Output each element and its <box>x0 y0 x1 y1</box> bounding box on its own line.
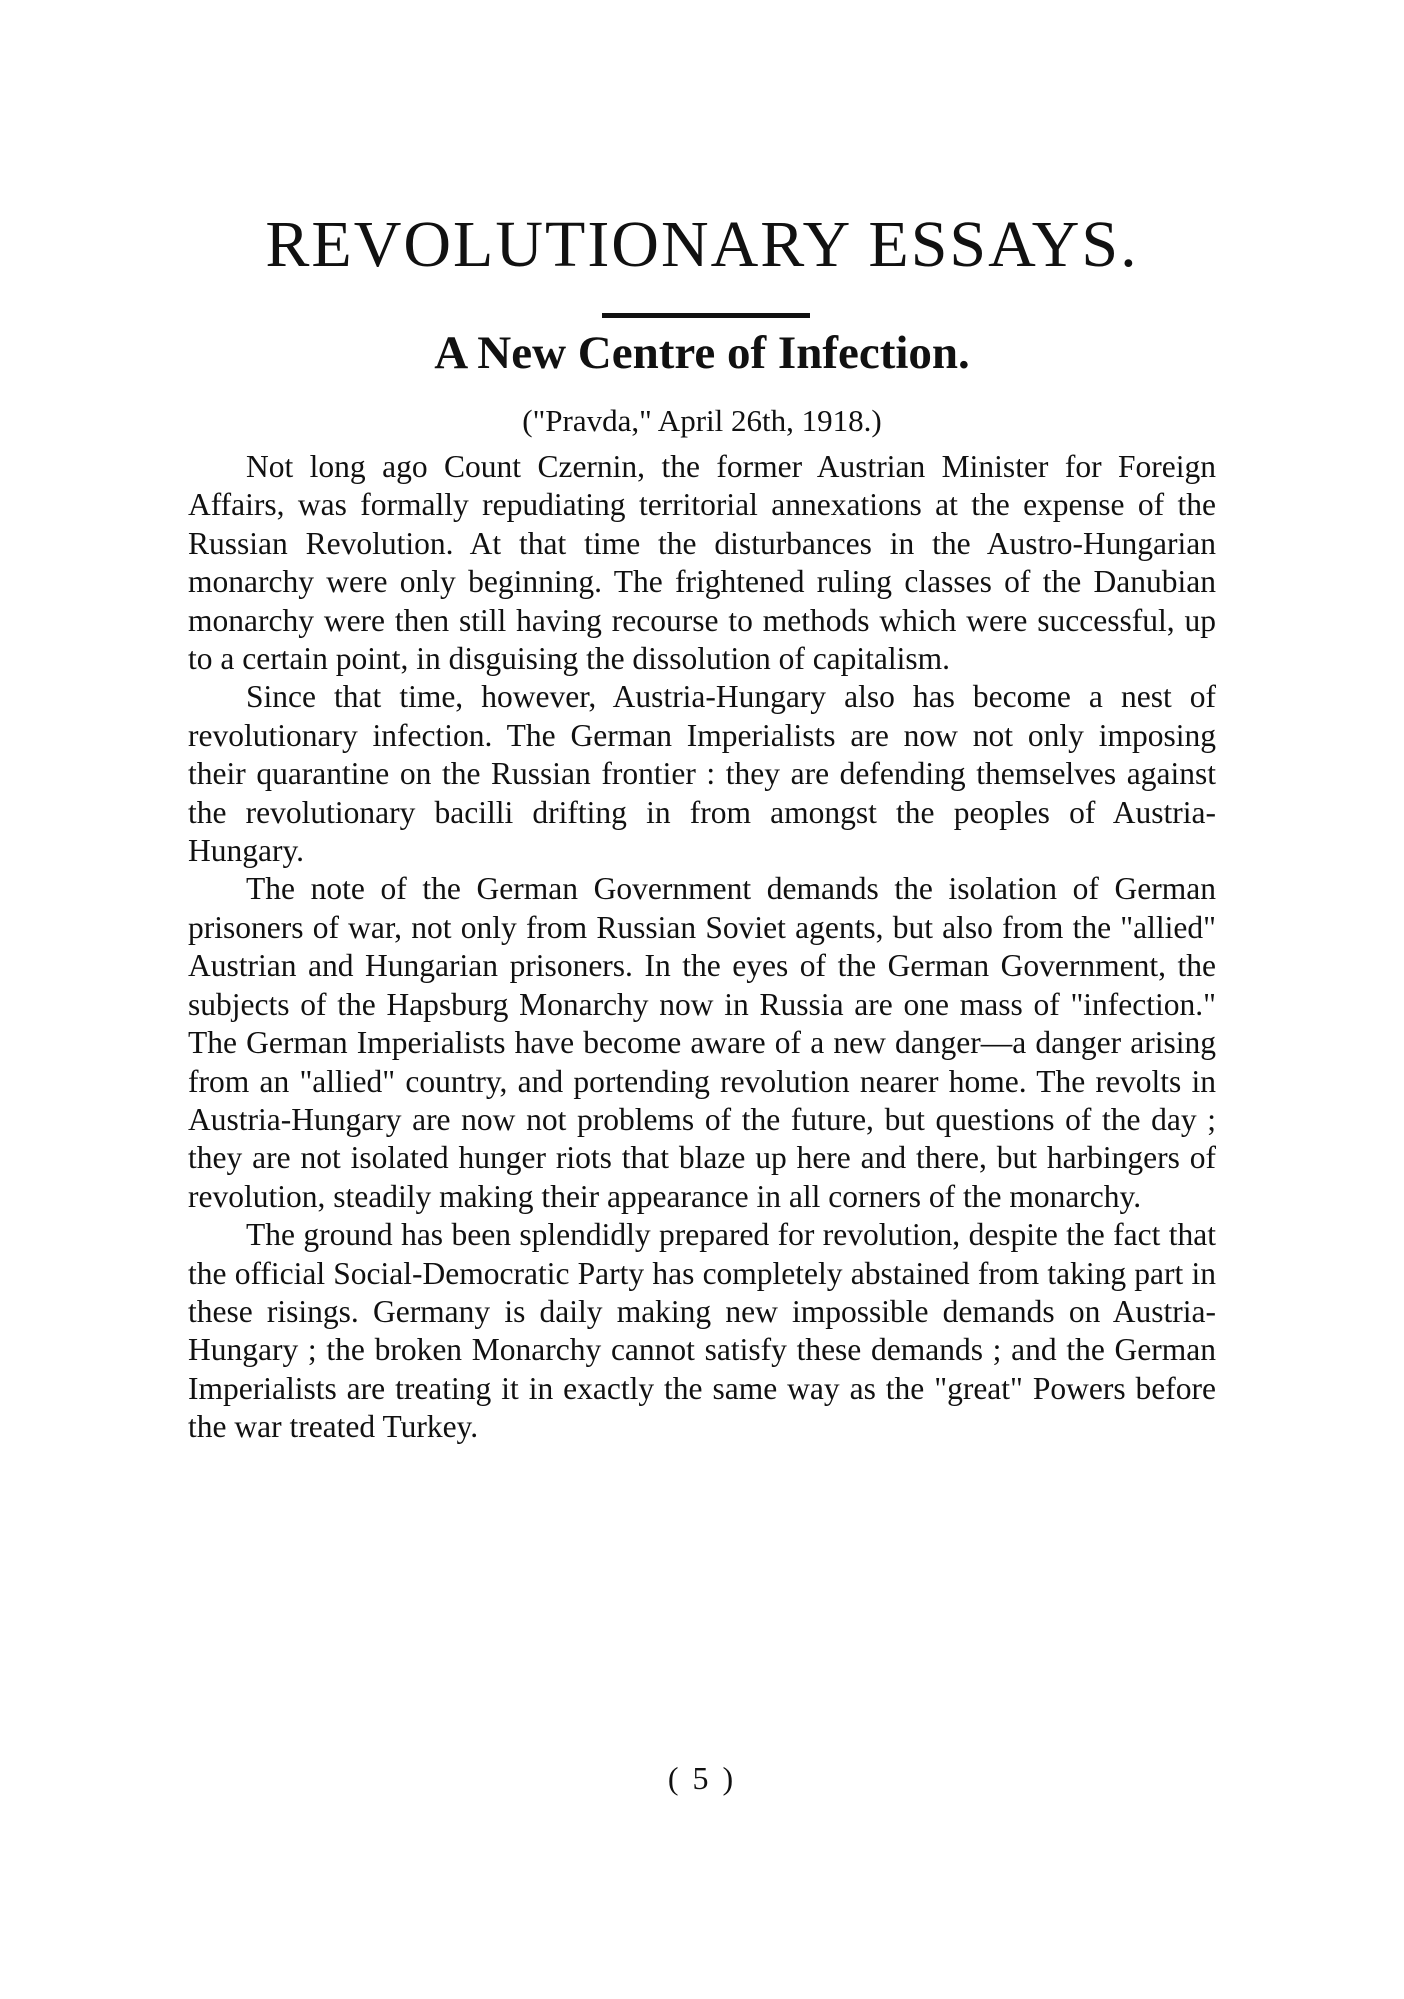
essay-title: A New Centre of Infection. <box>434 327 970 379</box>
paragraph: Not long ago Count Czernin, the former Austrian Minister for Foreign Affairs, was formally repudiating territorial annexations at the expense of the Russian Revolution. At that time the disturbances in the Austro-Hungarian monarchy were only beginning. The frightened ruling classes of the Danubian monarchy were then still having recourse to methods which were successful, up to a certain point, in disguising the dissolution of capitalism. <box>188 449 1216 677</box>
paragraph: The ground has been splendidly prepared for revolution, despite the fact that the official Social-Democratic Party has completely abstained from taking part in these risings. Germany is daily making new impossible demands on Austria-Hungary ; the broken Monarchy cannot satisfy these demands ; and the German Imperialists are treating it in exactly the same way as the "great" Powers before the war treated Turkey. <box>188 1217 1216 1445</box>
essay-source: ("Pravda," April 26th, 1918.) <box>522 403 882 438</box>
essay-body <box>188 448 1216 1447</box>
page-number: ( 5 ) <box>667 1760 737 1796</box>
paragraph: Since that time, however, Austria-Hungary also has become a nest of revolutionary infection. The German Imperialists are now not only imposing their quarantine on the Russian frontier : they are defending themselves against the revolutionary bacilli drifting in from amongst the peoples of Austria-Hungary. <box>188 679 1216 869</box>
title-rule <box>602 313 810 318</box>
paragraph: The note of the German Government demands the isolation of German prisoners of war, not only from Russian Soviet agents, but also from the "allied" Austrian and Hungarian prisoners. In the eyes of the German Government, the subjects of the Hapsburg Monarchy now in Russia are one mass of "infection." The German Imperialists have become aware of a new danger—a danger arising from an "allied" country, and portending revolution nearer home. The revolts in Austria-Hungary are now not problems of the future, but questions of the day ; they are not isolated hunger riots that blaze up here and there, but harbingers of revolution, steadily making their appearance in all corners of the monarchy. <box>188 871 1216 1214</box>
book-title: REVOLUTIONARY ESSAYS. <box>265 208 1139 281</box>
